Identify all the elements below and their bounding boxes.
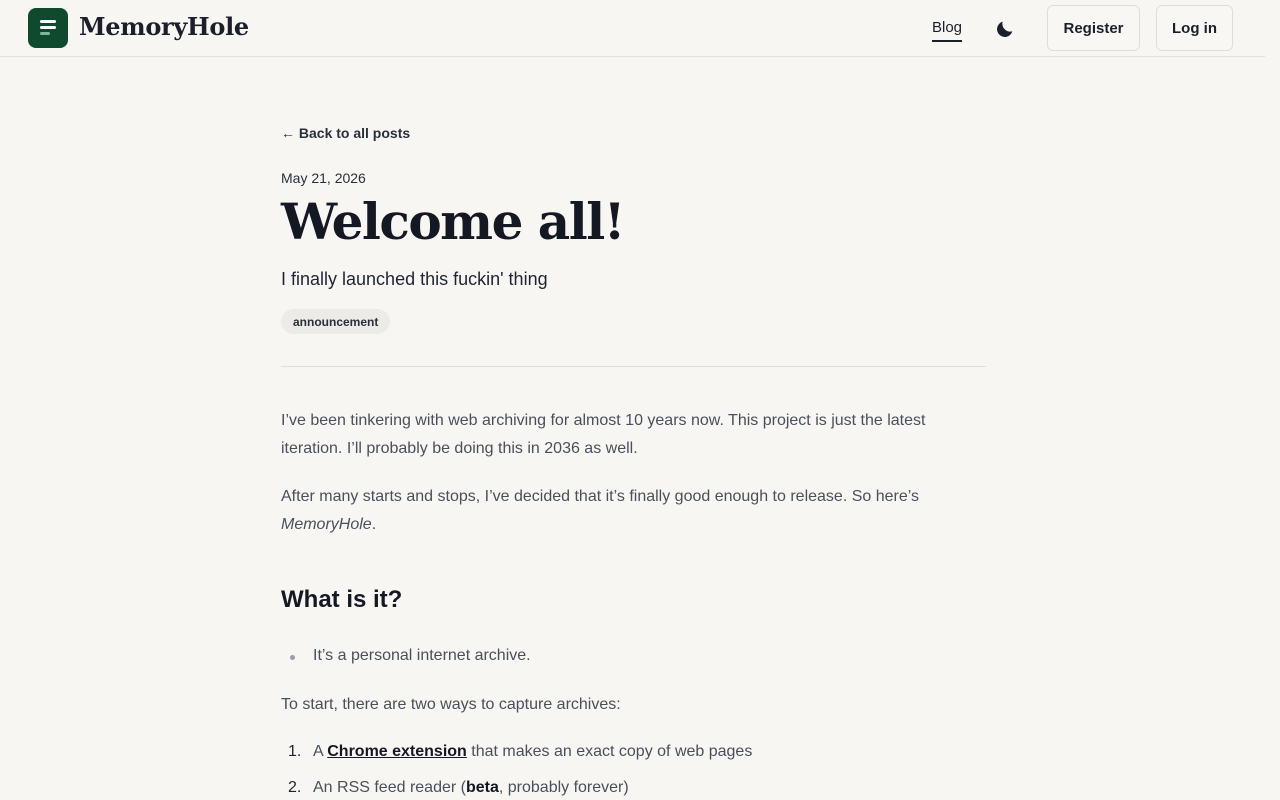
list-item: A Chrome extension that makes an exact copy of web pages (313, 743, 753, 760)
chrome-extension-link[interactable]: Chrome extension (327, 743, 467, 760)
product-name: MemoryHole (281, 516, 372, 533)
post-title: Welcome all! (281, 192, 625, 251)
nav-blog-link[interactable]: Blog (932, 19, 962, 42)
tag-announcement[interactable]: announcement (281, 309, 390, 334)
dark-mode-toggle-icon[interactable] (994, 18, 1016, 40)
divider (281, 366, 986, 367)
back-to-posts-link[interactable]: ← Back to all posts (281, 125, 411, 141)
paragraph-capture: To start, there are two ways to capture archives: (281, 696, 621, 713)
logo-icon[interactable] (28, 8, 68, 48)
post-date: May 21, 2026 (281, 170, 366, 186)
list-number: 1. (288, 743, 302, 760)
paragraph-release: After many starts and stops, I’ve decided that it’s finally good enough to release. So here’s MemoryHole. (281, 488, 920, 533)
paragraph-intro: I’ve been tinkering with web archiving for almost 10 years now. This project is just the latest iteration. I’ll probably be doing this in 2036 as well. (281, 412, 926, 457)
post-subtitle: I finally launched this fuckin' thing (281, 269, 548, 289)
register-button[interactable]: Register (1047, 5, 1140, 51)
bullet-icon (290, 655, 295, 660)
list-item: An RSS feed reader (beta, probably forever) (313, 779, 629, 796)
beta-label: beta (465, 779, 499, 796)
site-header (0, 0, 1265, 57)
list-number: 2. (288, 779, 302, 796)
list-item: It’s a personal internet archive. (313, 647, 531, 664)
section-heading-what: What is it? (281, 586, 403, 613)
brand-name[interactable]: MemoryHole (79, 12, 249, 41)
login-button[interactable]: Log in (1156, 5, 1233, 51)
